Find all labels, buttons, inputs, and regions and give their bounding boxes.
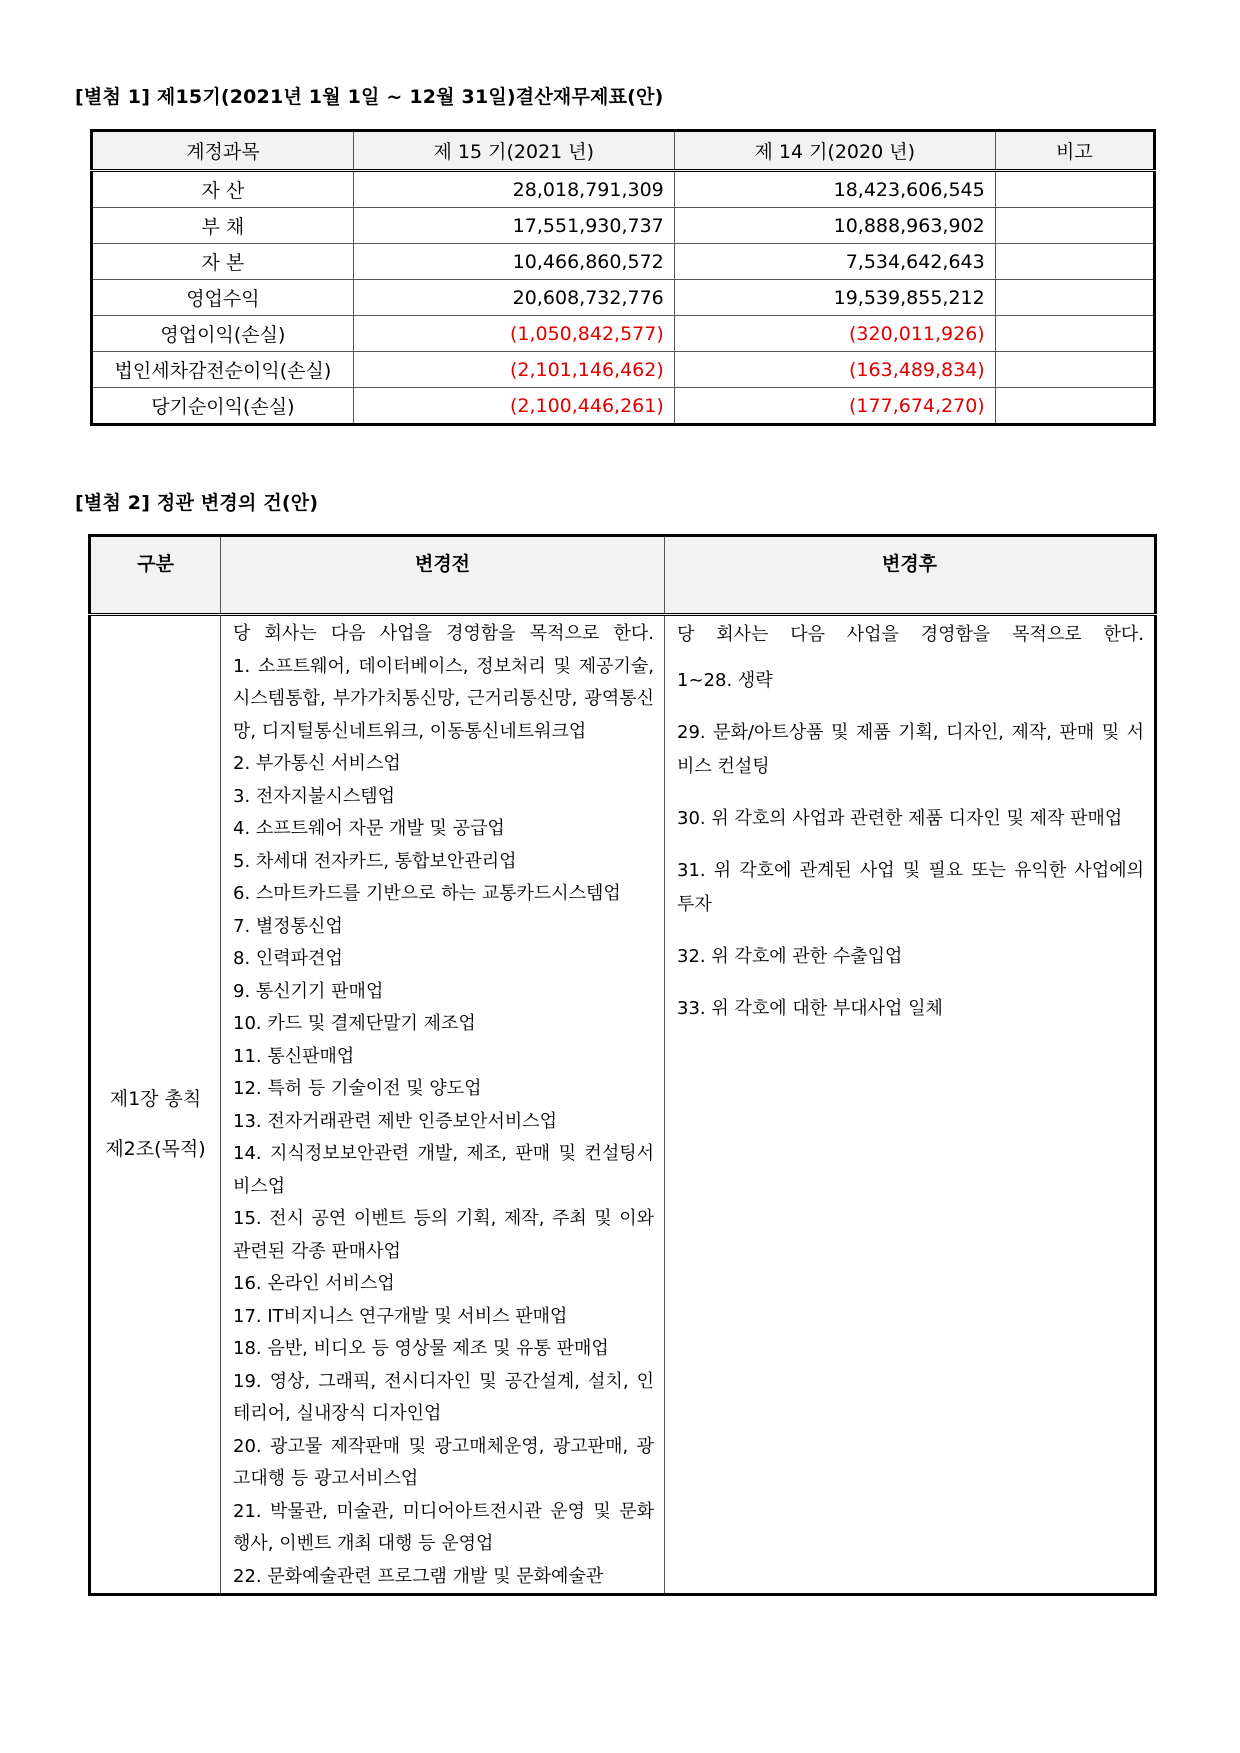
before-item: 21. 박물관, 미술관, 미디어아트전시관 운영 및 문화행사, 이벤트 개최 대행 등 운영업 <box>233 1500 654 1554</box>
before-item: 13. 전자거래관련 제반 인증보안서비스업 <box>233 1110 557 1132</box>
note-cell <box>995 316 1154 352</box>
account-cell: 자 산 <box>92 171 354 208</box>
chapter-label: 제1장 총칙 <box>109 1088 202 1110</box>
current-value-cell: (2,101,146,462) <box>353 352 674 388</box>
header-current-period: 제 15 기(2021 년) <box>353 131 674 171</box>
after-item: 1~28. 생략 <box>677 670 773 691</box>
after-item: 32. 위 각호에 관한 수출입업 <box>677 946 903 967</box>
table-row <box>92 352 1155 388</box>
table-row <box>92 388 1155 425</box>
account-cell: 영업수익 <box>92 280 354 316</box>
current-value-cell: 17,551,930,737 <box>353 208 674 244</box>
before-item: 15. 전시 공연 이벤트 등의 기획, 제작, 주최 및 이와 관련된 각종 판매사업 <box>233 1208 654 1262</box>
previous-value-cell: 10,888,963,902 <box>674 208 995 244</box>
account-cell: 부 채 <box>92 208 354 244</box>
before-item: 14. 지식정보보안관련 개발, 제조, 판매 및 컨설팅서비스업 <box>233 1143 654 1197</box>
note-cell <box>995 171 1154 208</box>
articles-header-row <box>90 536 1156 615</box>
before-item: 3. 전자지불시스템업 <box>233 785 395 807</box>
financial-header-row <box>92 131 1155 171</box>
current-value-cell: (1,050,842,577) <box>353 316 674 352</box>
before-item: 11. 통신판매업 <box>233 1045 355 1067</box>
header-previous-period: 제 14 기(2020 년) <box>674 131 995 171</box>
note-cell <box>995 388 1154 425</box>
before-item: 5. 차세대 전자카드, 통합보안관리업 <box>233 850 517 872</box>
account-cell: 영업이익(손실) <box>92 316 354 352</box>
header-before: 변경전 <box>221 536 665 615</box>
before-item: 8. 인력파견업 <box>233 948 343 969</box>
note-cell <box>995 208 1154 244</box>
previous-value-cell: (163,489,834) <box>674 352 995 388</box>
previous-value-cell: 18,423,606,545 <box>674 171 995 208</box>
before-item: 9. 통신기기 판매업 <box>233 980 384 1002</box>
before-item: 1. 소프트웨어, 데이터베이스, 정보처리 및 제공기술, 시스템통합, 부가가치통신망, 근거리통신망, 광역통신망, 디지털통신네트워크, 이동통신네트워크업 <box>233 655 654 742</box>
before-item: 6. 스마트카드를 기반으로 하는 교통카드시스템업 <box>233 883 621 904</box>
articles-row <box>90 615 1156 1595</box>
after-item: 31. 위 각호에 관계된 사업 및 필요 또는 유익한 사업에의 투자 <box>677 860 1144 915</box>
section2-title: [별첨 2] 정관 변경의 건(안) <box>75 492 319 514</box>
before-cell <box>221 615 665 1595</box>
before-item: 17. IT비지니스 연구개발 및 서비스 판매업 <box>233 1305 568 1327</box>
table-row <box>92 280 1155 316</box>
before-item: 19. 영상, 그래픽, 전시디자인 및 공간설계, 설치, 인테리어, 실내장식 디자인업 <box>233 1370 654 1424</box>
header-account: 계정과목 <box>92 131 354 171</box>
current-value-cell: 28,018,791,309 <box>353 171 674 208</box>
table-row <box>92 244 1155 280</box>
before-item: 12. 특허 등 기술이전 및 양도업 <box>233 1078 482 1099</box>
section-label-cell <box>90 615 221 1595</box>
header-after: 변경후 <box>665 536 1156 615</box>
current-value-cell: (2,100,446,261) <box>353 388 674 425</box>
table-row <box>92 208 1155 244</box>
current-value-cell: 20,608,732,776 <box>353 280 674 316</box>
before-item: 20. 광고물 제작판매 및 광고매체운영, 광고판매, 광고대행 등 광고서비스업 <box>233 1435 654 1489</box>
after-item: 33. 위 각호에 대한 부대사업 일체 <box>677 998 943 1019</box>
table-row <box>92 171 1155 208</box>
note-cell <box>995 280 1154 316</box>
previous-value-cell: 19,539,855,212 <box>674 280 995 316</box>
before-item: 16. 온라인 서비스업 <box>233 1273 395 1294</box>
note-cell <box>995 244 1154 280</box>
section1-title: [별첨 1] 제15기(2021년 1월 1일 ~ 12월 31일)결산재무제표(안) <box>75 86 664 108</box>
before-item: 18. 음반, 비디오 등 영상물 제조 및 유통 판매업 <box>233 1338 609 1359</box>
header-category: 구분 <box>90 536 221 615</box>
before-intro: 당 회사는 다음 사업을 경영함을 목적으로 한다. <box>233 623 654 644</box>
article-label: 제2조(목적) <box>105 1138 206 1160</box>
table-row <box>92 316 1155 352</box>
articles-amendment-table <box>88 534 1157 1596</box>
account-cell: 당기순이익(손실) <box>92 388 354 425</box>
before-item: 22. 문화예술관련 프로그램 개발 및 문화예술관 <box>233 1565 604 1587</box>
after-cell <box>665 615 1156 1595</box>
financial-statement-table <box>90 129 1156 426</box>
previous-value-cell: (177,674,270) <box>674 388 995 425</box>
after-item: 30. 위 각호의 사업과 관련한 제품 디자인 및 제작 판매업 <box>677 808 1123 829</box>
account-cell: 자 본 <box>92 244 354 280</box>
after-item: 29. 문화/아트상품 및 제품 기획, 디자인, 제작, 판매 및 서비스 컨설팅 <box>677 722 1144 777</box>
before-item: 10. 카드 및 결제단말기 제조업 <box>233 1013 476 1034</box>
previous-value-cell: 7,534,642,643 <box>674 244 995 280</box>
previous-value-cell: (320,011,926) <box>674 316 995 352</box>
current-value-cell: 10,466,860,572 <box>353 244 674 280</box>
after-intro: 당 회사는 다음 사업을 경영함을 목적으로 한다. <box>677 624 1144 645</box>
before-item: 2. 부가통신 서비스업 <box>233 753 401 774</box>
note-cell <box>995 352 1154 388</box>
before-item: 7. 별정통신업 <box>233 915 343 937</box>
account-cell: 법인세차감전순이익(손실) <box>92 352 354 388</box>
before-item: 4. 소프트웨어 자문 개발 및 공급업 <box>233 818 505 839</box>
header-note: 비고 <box>995 131 1154 171</box>
